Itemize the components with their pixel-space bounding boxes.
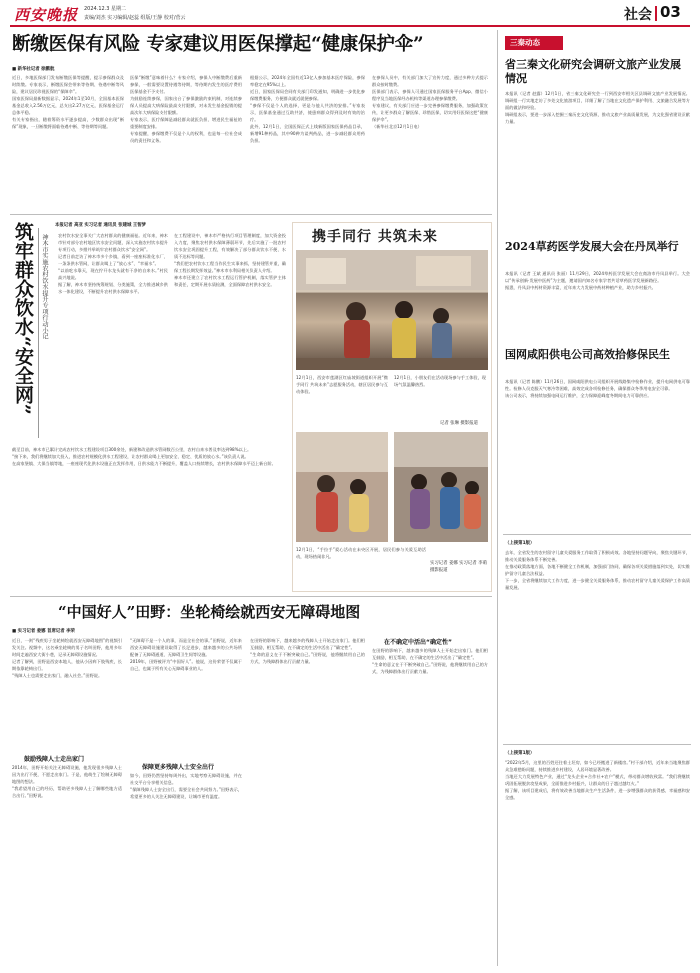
feature-column-1: 农村饮水安全事关广大农村群众的健康福祉。近年来，神木市针对部分农村地区饮水安全问题，深入实施农村饮水提升专项行动，多措并举筑牢农村群众饮水“安全网”。 记者日前走访了神木市多个乡镇，看到一座座标准化水厂、一条条供水管网，让群众喝上了“放心水”、“幸福水”。 “以前吃水靠天，现在拧开水龙头就有干净的自来水。”村民高兴地说。 据了解，神木市坚持统筹规划、分类施策，全力推进城乡供水一体化建设，不断提升农村供水保障水平。 <box>58 233 168 294</box>
right-article-2: 本报讯（记者 王斌 通讯员 张丽）11月29日，2024草药医学发展大会在商洛市丹凤县举行。大会以“传承创新·发展中医药”为主题，邀请国内知名专家学者共话草药医学发展新路径。 据悉，丹凤县中药材资源丰富，近年来大力发展中药材种植产业，助力乡村振兴。 <box>505 271 690 290</box>
masthead-logo <box>14 4 78 24</box>
news-banner <box>505 36 563 50</box>
continued-label-1: （上接第1版） <box>505 541 535 546</box>
continued-label-2: （上接第1版） <box>505 751 535 756</box>
feature-column-2: 在工程建设中，神木市严格执行项目管理制度，加大资金投入力度，聚焦农村供水保障薄弱环节，先后实施了一批农村饮水安全巩固提升工程，有效解决了部分群众饮水不便、水质不达标等问题。 “我们把农村饮水工程当作民生实事来抓，坚持建管并重，确保工程长期发挥效益。”神木市水利局相关负责人介绍。 神木市还建立了农村饮水工程运行管护机制，落实管护主体和责任，定期开展水质检测，全面保障农村供水安全。 <box>174 233 286 287</box>
lead-byline: ■ 新华社记者 徐鹏航 <box>12 67 55 72</box>
photo-feature-title: 携手同行 共筑未来 <box>312 229 438 245</box>
photo-caption-3: 12月1日，“手拉手”爱心活动在未央区开展，居民们参与关爱互助活动，现场热闹非凡。 <box>296 547 426 559</box>
right-continued-1: 去年，全省发生的农村留守儿童关爱服务工作取得了积极成效。各地坚持问题导向，聚焦关键环节，推动关爱服务体系不断完善。 在推动政策落地方面，各地不断健全工作机制，加强部门协同，确保各项关爱措施落到实处，切实维护留守儿童合法权益。 下一步，全省将继续加大工作力度，进一步健全关爱服务体系，推动农村留守儿童关爱保护工作高质量发展。 <box>505 550 690 590</box>
right-article-1: 本报讯（记者 赵露）12月1日，省三秦文化研究会一行到西安市相关区县调研文旅产业发展情况。调研组一行实地走访了多处文化旅游项目，详细了解了当地在文化遗产保护利用、文旅融合发展等方面的做法和经验。 调研组表示，要进一步深入挖掘三秦历史文化资源，推动文旅产业高质量发展，为文化强省建设贡献力量。 <box>505 91 690 124</box>
bottom-column-2a: “无障碍不是一个人的事，而是全社会的事。”田野说，近年来西安无障碍设施建设取得了长足进步，越来越多的公共场所配备了无障碍通道、无障碍卫生间等设施。 2019年，田野被评为“中国好人”。他说，这份荣誉不仅属于自己，也属于所有关心无障碍事业的人。 <box>130 638 242 671</box>
masthead-title: 西安晚报 <box>14 6 79 24</box>
editor-line: 责编/刘杰 实习编辑/赵蕊 组版/王静 校对/菅云 <box>84 15 186 21</box>
main-photo <box>296 250 488 370</box>
section-divider <box>655 6 657 21</box>
bottom-column-2b: 如今，田野仍然坚持每周外出，实地考察无障碍设施，并在社交平台分享相关信息。 “保障残障人士安全出行，需要全社会共同努力。”田野表示，希望更多的人关注无障碍建设，让城市更有温度。 <box>130 773 242 799</box>
photo-credit-2: 实习记者 姜娜 实习记者 李萌 摄影报道 <box>430 561 487 573</box>
bottom-top-rule <box>10 596 492 597</box>
feature-title-separator <box>38 228 39 438</box>
right-headline-1: 省三秦文化研究会调研文旅产业发展情况 <box>505 58 681 85</box>
second-photo-scene <box>296 432 388 542</box>
header-rule <box>10 25 690 27</box>
bottom-column-3: 在田野的影响下，越来越多的残障人士开始走出家门。他们相互鼓励，相互帮助，在不确定的生活中活出了“确定性”。 “生命的意义在于不断突破自己。”田野说，他将继续用自己的方式，为残障群体出行贡献力量。 <box>250 638 365 664</box>
section-name: 社会 <box>624 7 652 23</box>
right-lower-rule <box>503 744 691 745</box>
lead-bottom-rule <box>10 214 492 215</box>
feature-column-3: 截至目前，神木市已累计完成农村饮水工程建设项目300余处，新建和改造供水管网数百公里，农村自来水普及率达到98%以上。 “接下来，我们将继续加大投入，推进农村规模化供水工程建设，让农村群众喝上更加安全、稳定、优质的放心水。”该负责人说。 在高家堡镇、大保当镇等地，一座座现代化供水设施正在发挥作用，日供水能力不断提升，覆盖人口持续增长，农村供水保障水平迈上新台阶。 <box>12 447 276 466</box>
lead-headline: 断缴医保有风险 专家建议用医保撑起“健康保护伞” <box>12 34 424 55</box>
lead-column-2: 医保“断缴”意味着什么？专家介绍，参保人中断缴费后重新参保，一般需要设置待遇等待期，等待期内发生的医疗费用医保基金不予支付。 为鼓励连续参保，国家出台了参保激励约束机制，对连续参保人员提高大病保险最高支付限额，对未发生基金报销的提高次年大病保险支付限额。 专家表示，医疗保障是减轻群众就医负担、增进民生福祉的重要制度安排。 专家提醒，参保缴费不仅是个人的权利，也是每一位社会成员的责任和义务。 <box>130 75 242 143</box>
news-banner-label: 三秦动态 <box>510 38 540 47</box>
third-photo-scene <box>394 432 488 542</box>
feature-byline: 本报记者 高亚 实习记者 通讯员 张建城 王智梦 <box>55 223 147 228</box>
bottom-column-1a: 近日，一则“残疾男子坐轮椅绘就西安无障碍地图”的视频引发关注。视频中，这名乘坐轮椅的男子名叫田野，他用多年时间走遍西安大街小巷，记录无障碍设施情况。 记者了解到，田野是西安本地人，他从小因病下肢残疾，长期依靠轮椅出行。 “残障人士也需要走出家门，融入社会。”田野说。 <box>12 638 122 678</box>
lead-column-3: 根据公示，2024年全国有近13亿人参加基本医疗保险，参保率稳定在95%以上。 近日，国家医保局会同有关部门印发通知，明确进一步优化参保缴费服务，方便群众就近就便参保。 “参保不仅是个人的选择，更是与他人共济的安排。”专家表示，医保基金通过互助共济，使患病群众得到及时有效的治疗。 此外，12月1日，全国医保正式上线新版国家医保药品目录，新增91种药品，其中90种为谈判药品，进一步减轻群众用药负担。 <box>250 75 365 143</box>
bottom-column-1b: 2014年，田野开始关注无障碍设施，他发现很多残障人士因为出行不便，不愿走出家门。于是，他萌生了绘制无障碍地图的想法。 “我希望用自己的经历，帮助更多残障人士了解哪些地方适合出行。”田野说。 <box>12 765 122 798</box>
main-photo-scene <box>296 250 488 370</box>
bottom-subhead-1: 鼓励残障人士走出家门 <box>24 756 85 763</box>
right-continued-2: “2022年5月，这里的百姓还住着土坯房，如今已经搬进了新楼房。”村干部介绍，近年来当地聚焦群众急难愁盼问题，持续推进乡村建设，人居环境显著改善。 当地还大力发展特色产业，通过“龙头企业+合作社+农户”模式，带动群众增收致富。“我们将继续巩固拓展脱贫攻坚成果，全面推进乡村振兴，让群众的日子越过越红火。” 据了解，该项目建成后，将有效改善当地群众生产生活条件，进一步增强群众的获得感、幸福感和安全感。 <box>505 760 690 800</box>
bottom-column-4: 在田野的影响下，越来越多的残障人士开始走出家门。他们相互鼓励，相互帮助，在不确定的生活中活出了“确定性”。 “生命的意义在于不断突破自己。”田野说，他将继续用自己的方式，为残障群体出行贡献力量。 <box>372 648 488 674</box>
right-headline-3: 国网咸阳供电公司高效拾修保民生 <box>505 348 670 361</box>
page-number: 03 <box>660 3 681 21</box>
right-headline-2: 2024草药医学发展大会在丹凤举行 <box>505 240 679 253</box>
feature-vertical-title: 筑牢群众饮水“安全网” <box>12 222 34 415</box>
photo-credit-1: 记者 张琳 摄影报道 <box>440 421 478 426</box>
lead-column-1: 近日，多地医保部门发布断缴医保等提醒，提示参保群众及时续缴。专家表示，断缴医保会带来等待期、待遇中断等风险，建议居民珍视医保的“保障伞”。 国家医保局最新数据显示，2024年1至10月，全国基本医保基金总收入2.56万亿元，总支出2.27万亿元，医保基金运行总体平稳。 有关专家指出，随着筹资水平逐步提高，少数群众出现“断保”现象，一旦断缴将面临待遇中断、等待期等问题。 <box>12 75 124 129</box>
bottom-headline: “中国好人”田野：坐轮椅绘就西安无障碍地图 <box>58 603 361 621</box>
right-article-3: 本报讯（记者 陈鹏）11月26日，国网咸阳供电公司组织开展线路集中检修作业，提升电网供电可靠性。检修人员克服天气寒冷等困难，高效完成各项检修任务，确保群众冬季用电安全可靠。 该公司表示，将持续加强电网运行维护，全力保障迎峰度冬期间电力可靠供应。 <box>505 379 690 398</box>
second-photo <box>296 432 388 542</box>
feature-vertical-subtitle: 神木市实施农村饮水提升专项行动小记 <box>41 234 48 340</box>
bottom-subhead-2: 保障更多残障人士安全出行 <box>142 764 215 771</box>
date-line: 2024.12.3 星期二 <box>84 6 127 12</box>
bottom-byline: ■ 实习记者 姜娜 首席记者 李荣 <box>12 629 75 634</box>
photo-caption-2: 12月1日，小朋友们在活动现场参与手工体验，现场气氛温馨热烈。 <box>394 375 486 387</box>
third-photo <box>394 432 488 542</box>
right-column-rule <box>497 30 498 966</box>
right-mid-rule <box>503 534 691 535</box>
bottom-subhead-3: 在不确定中活出“确定性” <box>384 639 452 646</box>
photo-caption-1: 12月1日，西安市莲湖区红庙坡街道组织开展“携手同行 共筑未来”志愿服务活动，辖区居民参与互动体验。 <box>296 375 388 394</box>
lead-column-4: 在参保人员中，有关部门加大了宣传力度，通过多种方式提示群众按时缴费。 医保部门表示，参保人可通过国家医保服务平台App、微信小程序及当地医保经办机构等渠道办理参保缴费。 专家建议，有关部门应进一步完善参保缴费服务，加强政策宣传，让更多群众了解医保、珍惜医保，切实用好医保这把“健康保护伞”。 （新华社北京12月1日电） <box>372 75 488 129</box>
